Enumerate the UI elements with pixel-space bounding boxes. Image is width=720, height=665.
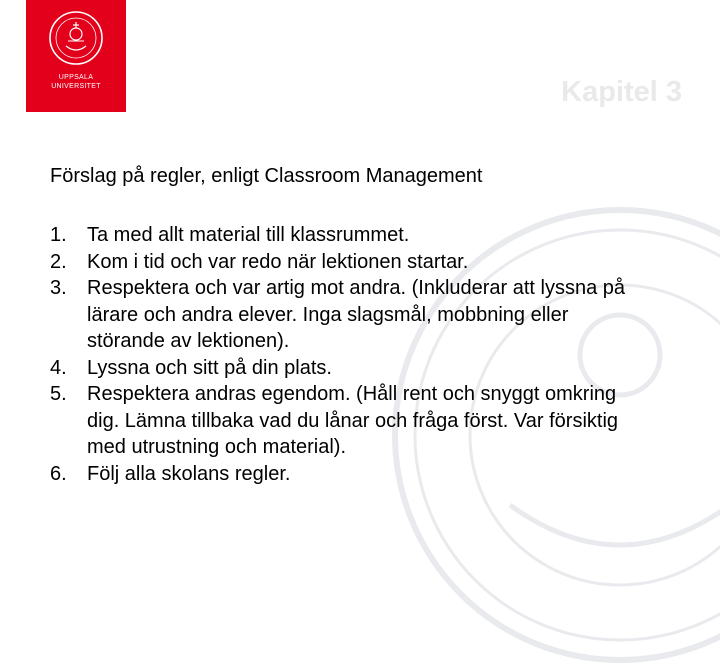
rule-item <box>50 249 650 276</box>
rule-text: Respektera och var artig mot andra. (Inkluderar att lyssna på lärare och andra elever. Inga slagsmål, mobbning eller störande av lektionen). <box>87 277 626 352</box>
rule-number: 4. <box>50 356 67 379</box>
logo-text <box>26 73 126 91</box>
slide-heading: Förslag på regler, enligt Classroom Management <box>50 165 483 187</box>
rule-number: 2. <box>50 250 67 273</box>
rule-item <box>50 381 650 461</box>
rule-text: Kom i tid och var redo när lektionen startar. <box>87 250 469 273</box>
university-seal-icon <box>48 10 104 66</box>
logo-line-1: UPPSALA <box>58 74 94 81</box>
rule-item <box>50 222 650 249</box>
university-logo <box>26 0 126 112</box>
rule-text: Ta med allt material till klassrummet. <box>87 224 410 246</box>
rule-item <box>50 355 650 382</box>
rules-list <box>50 222 650 487</box>
rule-number: 3. <box>50 277 67 299</box>
rule-item <box>50 275 650 355</box>
logo-line-2: UNIVERSITET <box>51 83 101 90</box>
slide-title: Kapitel 3 <box>561 76 682 108</box>
rule-text: Lyssna och sitt på din plats. <box>87 356 332 379</box>
rule-text: Respektera andras egendom. (Håll rent och snyggt omkring dig. Lämna tillbaka vad du lånar och fråga först. Var försiktig med utrustning och material). <box>87 383 619 458</box>
rule-text: Följ alla skolans regler. <box>87 462 291 485</box>
rule-number: 6. <box>50 462 67 485</box>
rule-item <box>50 461 650 488</box>
rule-number: 1. <box>50 224 67 246</box>
rule-number: 5. <box>50 383 67 405</box>
